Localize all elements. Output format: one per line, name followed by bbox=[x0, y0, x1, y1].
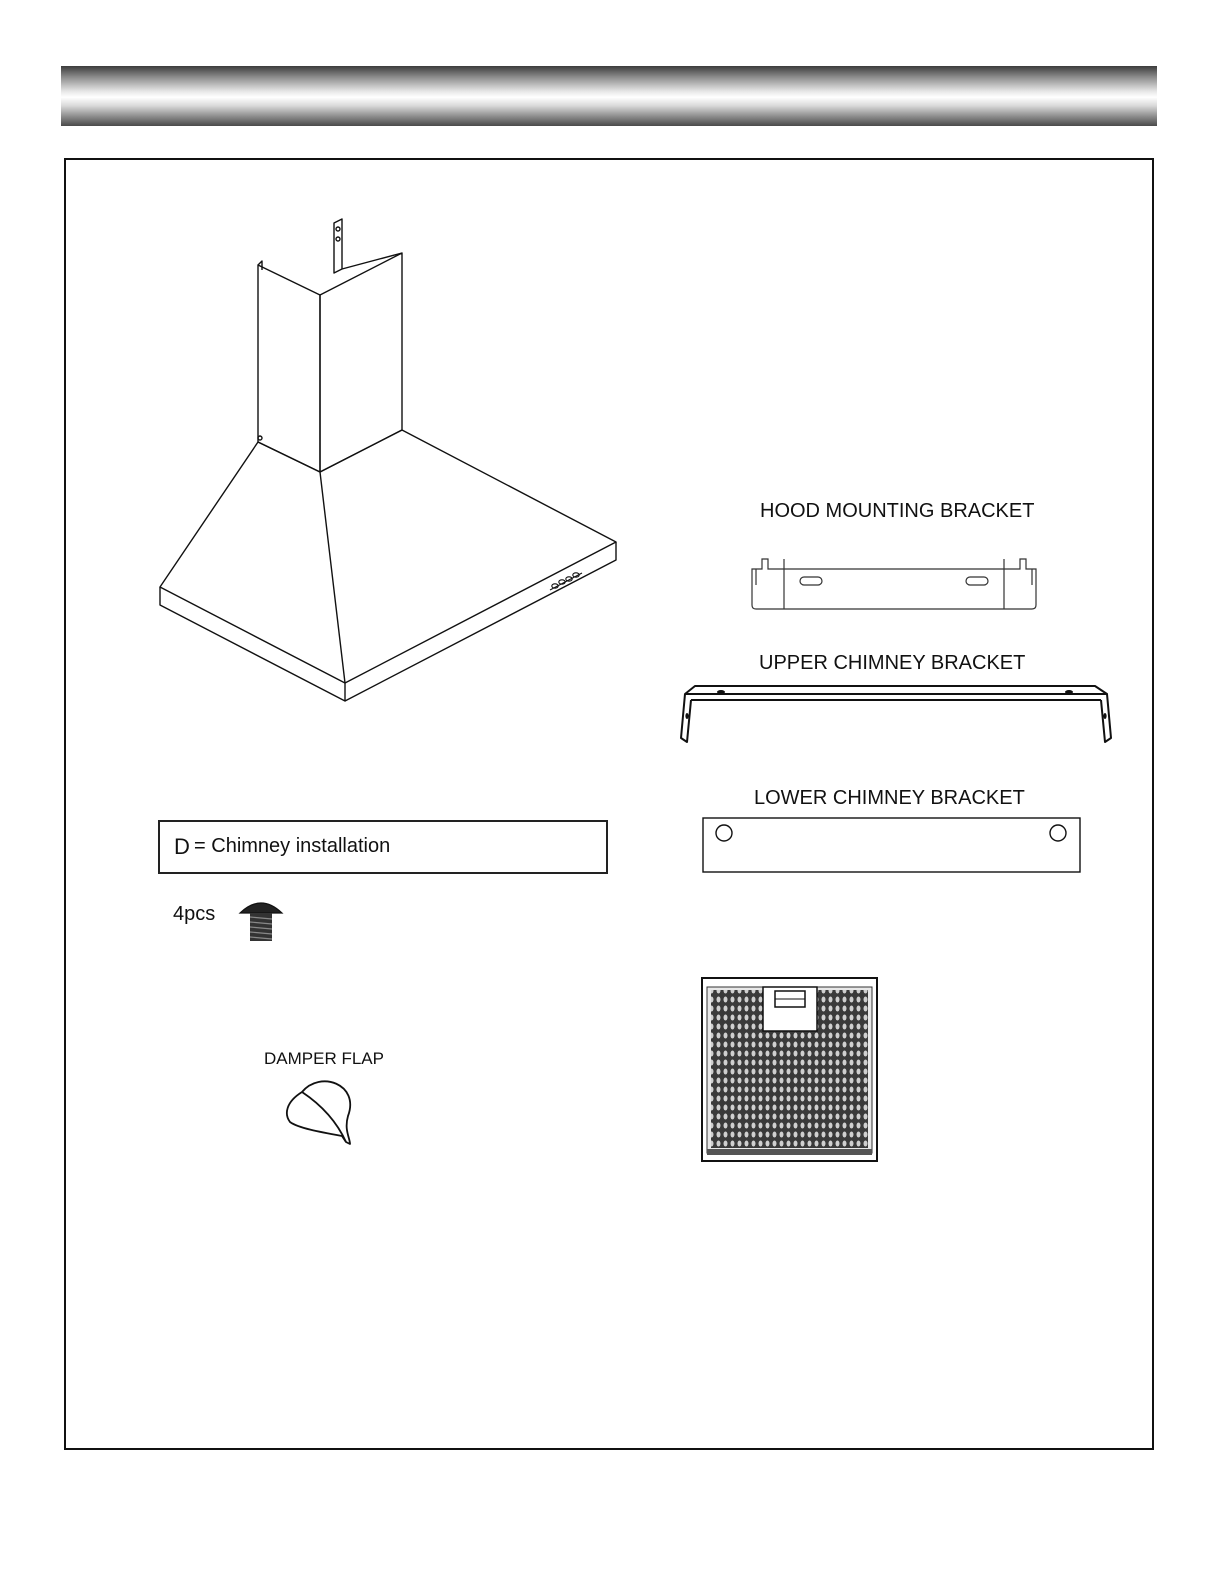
lower-chimney-bracket-label: LOWER CHIMNEY BRACKET bbox=[754, 787, 1025, 809]
hood-mounting-bracket-label: HOOD MOUNTING BRACKET bbox=[760, 500, 1035, 522]
section-title bbox=[194, 835, 390, 858]
upper-chimney-bracket-label: UPPER CHIMNEY BRACKET bbox=[759, 652, 1026, 674]
screw-icon bbox=[236, 895, 286, 945]
section-heading bbox=[158, 820, 608, 874]
damper-flap-illustration bbox=[280, 1074, 360, 1150]
screw-quantity: 4pcs bbox=[173, 903, 216, 925]
hood-mounting-bracket-illustration bbox=[748, 555, 1040, 613]
section-letter: D bbox=[174, 834, 190, 859]
section-separator: = bbox=[194, 835, 206, 857]
lower-chimney-bracket-illustration bbox=[702, 817, 1082, 875]
grease-filter-illustration bbox=[701, 977, 879, 1163]
section-title-text: Chimney installation bbox=[211, 835, 391, 857]
upper-chimney-bracket-illustration bbox=[675, 684, 1117, 746]
damper-flap-label: DAMPER FLAP bbox=[264, 1049, 384, 1068]
header-bar bbox=[61, 66, 1157, 126]
range-hood-illustration bbox=[150, 215, 630, 705]
